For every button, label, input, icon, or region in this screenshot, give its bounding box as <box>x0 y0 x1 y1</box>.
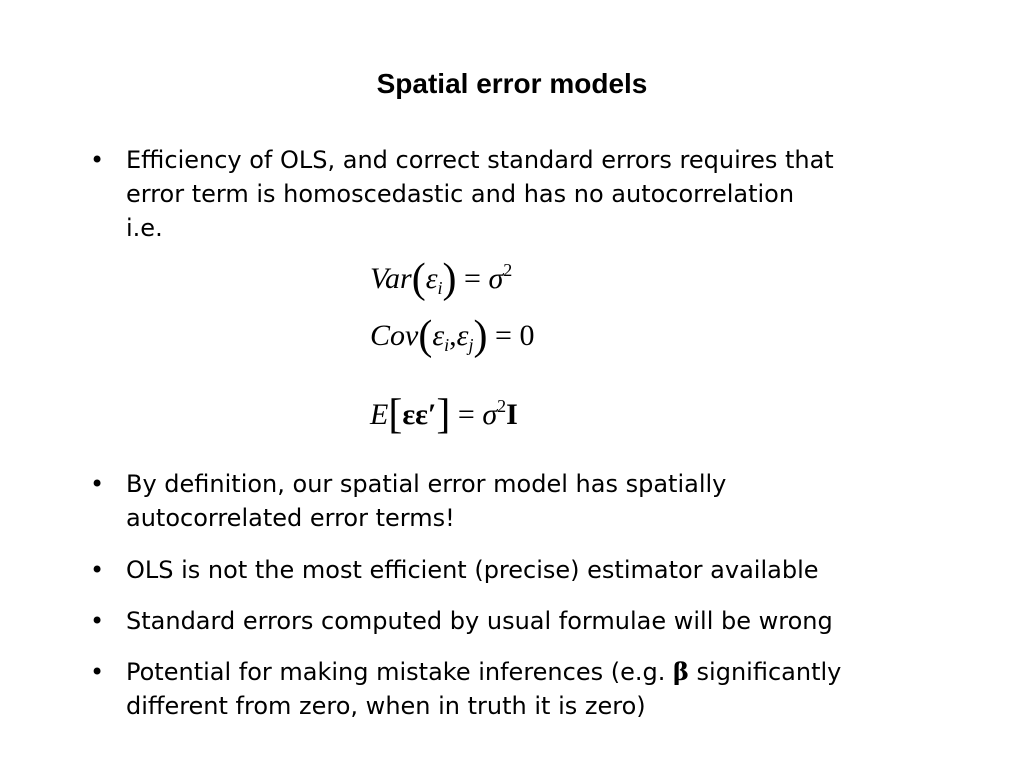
cov-comma: , <box>449 319 457 352</box>
exp-sigma: σ <box>482 398 498 431</box>
exp-equals: = <box>457 398 475 431</box>
cov-subscript-j: j <box>468 335 474 355</box>
var-epsilon: ε <box>425 262 438 295</box>
var-power: 2 <box>503 260 513 280</box>
cov-subscript-i: i <box>444 335 450 355</box>
cov-rhs: 0 <box>519 319 535 352</box>
bullet-text: OLS is not the most efficient (precise) estimator available <box>126 556 819 584</box>
bullet-marker: • <box>90 658 105 686</box>
bullet-text-post: significantly different from zero, when in truth it is zero) <box>126 658 842 720</box>
equation-expectation: $E[\varepsilon\varepsilon'] = \sigma^2I$ <box>370 392 518 438</box>
var-sigma: σ <box>488 262 504 295</box>
var-function: Var <box>370 262 412 295</box>
bullet-definition <box>90 467 950 535</box>
bullet-ols-efficiency <box>90 143 950 245</box>
cov-epsilon-i: ε <box>432 319 445 352</box>
bullet-text: Efficiency of OLS, and correct standard errors requires that error term is homoscedastic and has no autocorrelation i.e. <box>126 146 834 242</box>
bullet-standard-errors <box>90 604 950 638</box>
bullet-text-pre: Potential for making mistake inferences (e.g. <box>126 658 673 686</box>
cov-equals: = <box>495 319 512 352</box>
beta-symbol: β <box>672 657 689 686</box>
var-equals: = <box>464 262 481 295</box>
equation-covariance: $Cov(\varepsilon_i,\varepsilon_j) = 0$ <box>370 313 535 359</box>
var-subscript: i <box>437 278 443 298</box>
bullet-text: By definition, our spatial error model has spatially autocorrelated error terms! <box>126 470 727 532</box>
bullet-marker: • <box>90 146 105 174</box>
bullet-marker: • <box>90 470 105 498</box>
exp-function: E <box>370 398 389 431</box>
cov-function: Cov <box>370 319 419 352</box>
exp-power: 2 <box>497 396 507 416</box>
bullet-text <box>126 655 950 723</box>
equation-variance: $Var(\varepsilon_i) = \sigma^2$ <box>370 256 513 302</box>
cov-epsilon-j: ε <box>456 319 469 352</box>
bullet-not-efficient <box>90 553 950 587</box>
exp-epsilon-vector: εε′ <box>402 398 437 431</box>
slide-title: Spatial error models <box>376 68 648 99</box>
bullet-marker: • <box>90 556 105 584</box>
exp-identity-matrix: I <box>506 398 518 431</box>
bullet-inferences <box>90 655 950 723</box>
bullet-marker: • <box>90 607 105 635</box>
bullet-text: Standard errors computed by usual formulae will be wrong <box>126 607 833 635</box>
